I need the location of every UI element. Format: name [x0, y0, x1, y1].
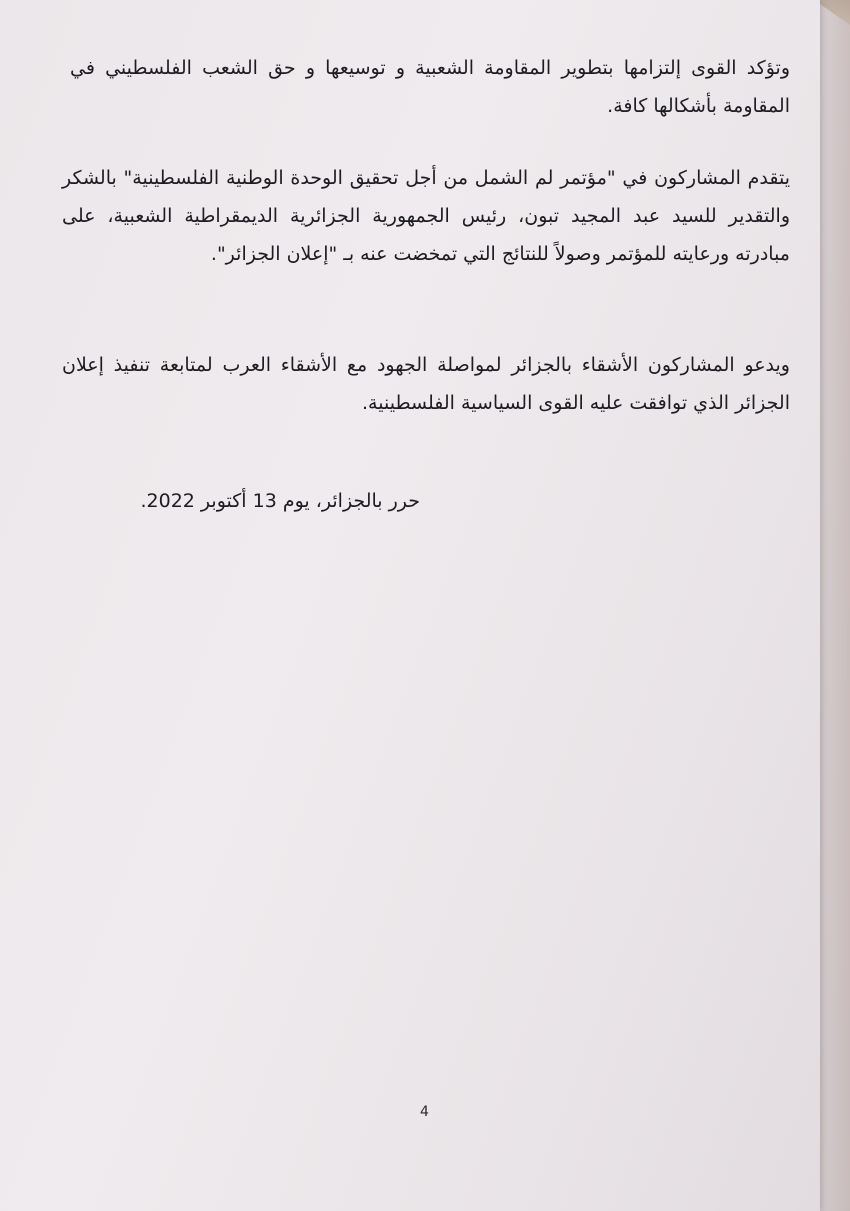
page-number: 4	[420, 1104, 429, 1120]
paragraph-thanks: يتقدم المشاركون في "مؤتمر لم الشمل من أجل تحقيق الوحدة الوطنية الفلسطينية" بالشكر والتقدير للسيد عبد المجيد تبون، رئيس الجمهورية الجزائرية الديمقراطية الشعبية، على مبادرته ورعايته للمؤتمر وصولاً للنتائج التي تمخضت عنه بـ "إعلان الجزائر".	[62, 167, 790, 265]
paragraph-call: ويدعو المشاركون الأشقاء بالجزائر لمواصلة الجهود مع الأشقاء العرب لمتابعة تنفيذ إعلان الجزائر الذي توافقت عليه القوى السياسية الفلسطينية.	[62, 354, 790, 414]
paragraph-resistance: وتؤكد القوى إلتزامها بتطوير المقاومة الشعبية و توسيعها و حق الشعب الفلسطيني في المقاومة بأشكالها كافة.	[70, 57, 790, 117]
place-date-line: حرر بالجزائر، يوم 13 أكتوبر 2022.	[140, 490, 420, 512]
